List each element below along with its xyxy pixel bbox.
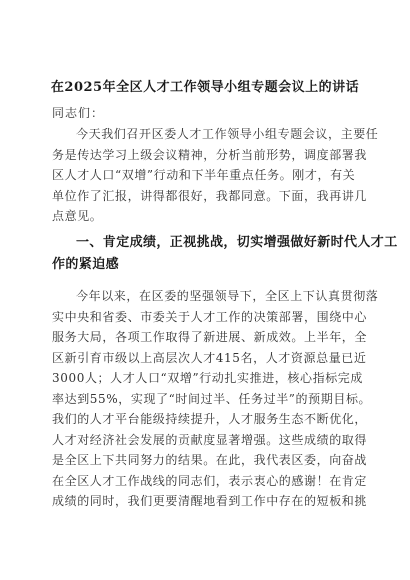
paragraph-line: 点意见。 — [52, 209, 103, 223]
paragraph-line: 服务大局，各项工作取得了新进展、新成效。上半年，全 — [52, 330, 368, 344]
paragraph-line: 今天我们召开区委人才工作领导小组专题会议，主要任 — [76, 127, 379, 141]
intro-paragraph — [52, 124, 379, 227]
paragraph-line: 是全区上下共同努力的结果。在此，我代表区委，向奋战 — [52, 453, 368, 467]
salutation: 同志们： — [52, 106, 105, 120]
document-title: 在2025年全区人才工作领导小组专题会议上的讲话 — [50, 80, 360, 95]
section-heading — [52, 232, 398, 276]
paragraph-line: 在全区人才工作战线的同志们，表示衷心的感谢！在肯定 — [52, 473, 368, 488]
paragraph-line: 人才对经济社会发展的贡献度显著增强。这些成绩的取得 — [52, 432, 368, 447]
paragraph-line: 率达到55%，实现了“时间过半、任务过半”的预期目标。 — [52, 391, 372, 406]
paragraph-line: 实中央和省委、市委关于人才工作的决策部署，围绕中心 — [52, 309, 368, 324]
paragraph-line: 成绩的同时，我们更要清醒地看到工作中存在的短板和挑 — [52, 494, 368, 508]
paragraph-line: 今年以来，在区委的坚强领导下，全区上下认真贯彻落 — [76, 289, 379, 303]
paragraph-line: 我们的人才平台能级持续提升，人才服务生态不断优化， — [52, 412, 368, 426]
paragraph-line: 3000人；人才人口“双增”行动扎实推进，核心指标完成 — [52, 371, 364, 385]
paragraph-line: 区新引育市级以上高层次人才415名，人才资源总量已近 — [52, 350, 367, 365]
heading-line: 一、肯定成绩，正视挑战，切实增强做好新时代人才工 — [76, 235, 398, 250]
paragraph-line: 单位作了汇报，讲得都很好，我都同意。下面，我再讲几 — [52, 188, 368, 203]
paragraph-line: 务是传达学习上级会议精神，分析当前形势，调度部署我 — [52, 147, 368, 162]
section1-paragraph — [52, 286, 379, 512]
heading-line: 作的紧迫感 — [52, 257, 120, 272]
paragraph-line: 区人才人口“双增”行动和下半年重点任务。刚才，有关 — [52, 168, 356, 182]
